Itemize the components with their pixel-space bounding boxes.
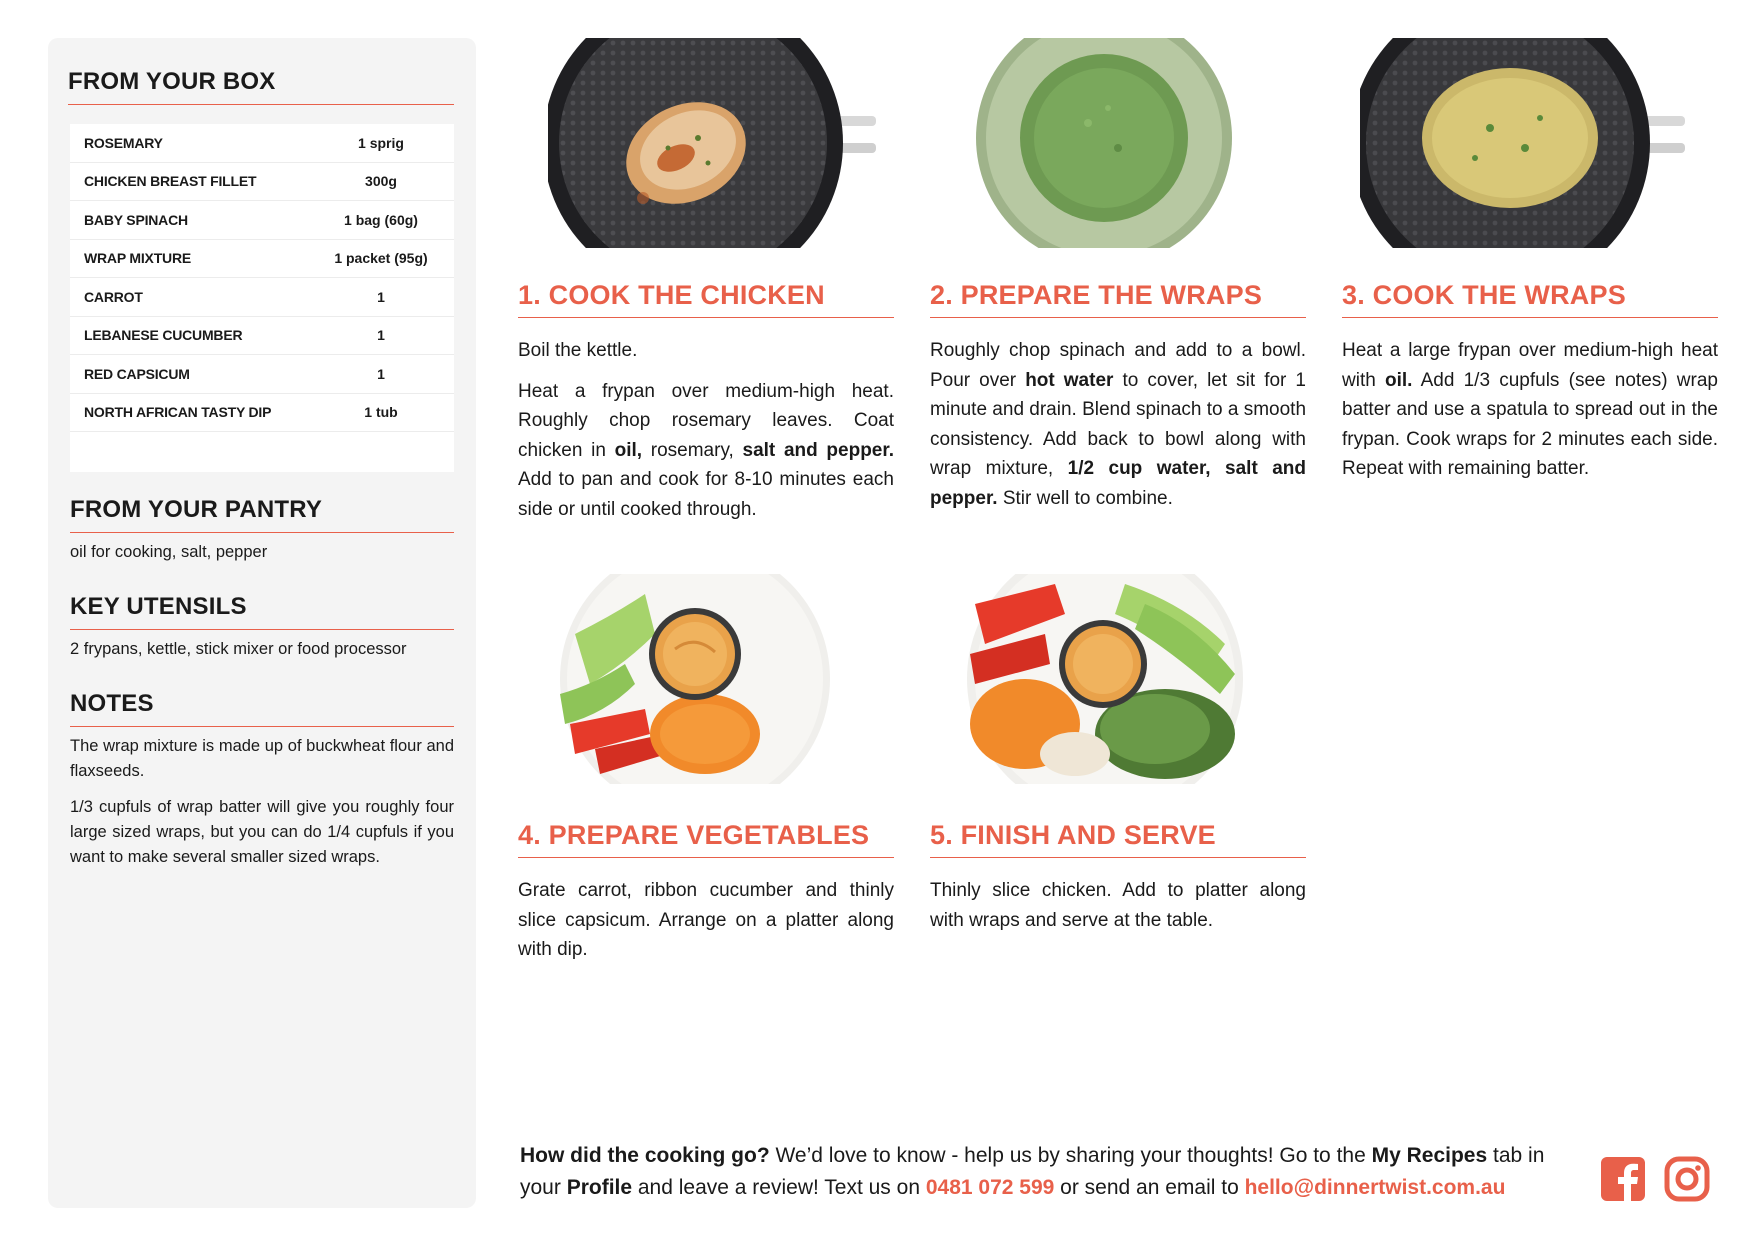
ingredient-row — [70, 317, 454, 356]
my-recipes-link[interactable]: My Recipes — [1371, 1144, 1488, 1167]
step-4-photo — [555, 574, 835, 784]
step-4-body — [518, 876, 894, 976]
ingredient-row — [70, 240, 454, 279]
sidebar — [48, 38, 476, 1208]
ingredient-name: CARROT — [84, 288, 143, 305]
step-3-body — [1342, 336, 1718, 495]
instagram-icon[interactable] — [1664, 1156, 1710, 1207]
ingredients-table — [70, 124, 454, 472]
step-2-photo — [968, 38, 1240, 248]
ingredient-qty: 1 — [377, 327, 385, 344]
step-1-title: 1. COOK THE CHICKEN — [518, 280, 894, 318]
ingredient-row — [70, 355, 454, 394]
email-link[interactable]: hello@dinnertwist.com.au — [1244, 1176, 1506, 1199]
ingredient-qty: 1 tub — [364, 404, 398, 421]
key-utensils-heading: KEY UTENSILS — [70, 593, 454, 630]
ingredient-name: BABY SPINACH — [84, 211, 188, 228]
step-1-photo — [548, 38, 878, 248]
text-span: Stir well to combine. — [997, 487, 1173, 509]
note-paragraph: The wrap mixture is made up of buckwheat flour and flaxseeds. — [70, 737, 454, 780]
ingredient-name: NORTH AFRICAN TASTY DIP — [84, 404, 272, 421]
footer-text: We’d love to know - help us by sharing your thoughts! Go to the — [769, 1144, 1372, 1167]
ingredient-qty: 1 sprig — [358, 134, 404, 151]
step-1-p2 — [518, 377, 894, 525]
ingredient-name: LEBANESE CUCUMBER — [84, 327, 243, 344]
ingredient-name: CHICKEN BREAST FILLET — [84, 173, 257, 190]
step-2-title: 2. PREPARE THE WRAPS — [930, 280, 1306, 318]
step-3-title: 3. COOK THE WRAPS — [1342, 280, 1718, 318]
ingredient-row — [70, 124, 454, 163]
footer-text: or send an email to — [1054, 1176, 1245, 1199]
text-span: Add 1/3 cupfuls (see notes) wrap batter and use a spatula to spread out in the frypan. Cook wraps for 2 minutes each side. Repeat with remaining batter. — [1342, 369, 1718, 479]
ingredient-qty: 1 bag (60g) — [344, 211, 418, 228]
from-your-pantry-heading: FROM YOUR PANTRY — [70, 496, 454, 533]
from-your-box-heading: FROM YOUR BOX — [68, 68, 454, 105]
step-2-body — [930, 336, 1306, 524]
notes-body — [70, 734, 454, 881]
profile-link[interactable]: Profile — [566, 1176, 633, 1199]
ingredient-name: ROSEMARY — [84, 134, 163, 151]
text-span: Heat a large frypan over medium-high heat with — [1342, 340, 1718, 391]
ingredient-qty: 1 — [377, 365, 385, 382]
step-1-body — [518, 336, 894, 535]
bold-span: hot water — [1025, 369, 1114, 391]
step-5-body — [930, 876, 1306, 946]
step-1-p1: Boil the kettle. — [518, 340, 638, 361]
text-span: Add to pan and cook for 8-10 minutes each side or until cooked through. — [518, 469, 894, 520]
note-paragraph: 1/3 cupfuls of wrap batter will give you roughly four large sized wraps, but you can do 1/4 cupfuls if you want to make several smaller sized wraps. — [70, 798, 454, 866]
text-span: Roughly chop spinach and add to a bowl. Pour over — [930, 340, 1306, 391]
ingredient-name: RED CAPSICUM — [84, 365, 190, 382]
step-3-p1 — [1342, 336, 1718, 484]
utensils-text: 2 frypans, kettle, stick mixer or food processor — [70, 640, 407, 658]
footer-text: and leave a review! Text us on — [632, 1176, 926, 1199]
notes-heading: NOTES — [70, 690, 454, 727]
footer-question: How did the cooking go? — [520, 1144, 770, 1167]
facebook-icon[interactable] — [1600, 1156, 1646, 1207]
ingredient-qty: 1 packet (95g) — [334, 250, 428, 267]
ingredient-name: WRAP MIXTURE — [84, 250, 192, 267]
text-span: Heat a frypan over medium-high heat. Roughly chop rosemary leaves. Coat chicken in — [518, 380, 894, 461]
bold-span: oil, — [614, 439, 643, 461]
ingredient-row — [70, 163, 454, 202]
step-5-title: 5. FINISH AND SERVE — [930, 820, 1306, 858]
pantry-text: oil for cooking, salt, pepper — [70, 543, 268, 561]
feedback-footer — [520, 1140, 1580, 1204]
ingredient-row — [70, 201, 454, 240]
bold-span: salt and pepper. — [742, 439, 895, 461]
ingredient-qty: 1 — [377, 288, 385, 305]
text-span: rosemary, — [642, 439, 743, 461]
step-4-p1: Grate carrot, ribbon cucumber and thinly slice capsicum. Arrange on a platter along with dip. — [518, 880, 894, 960]
bold-span: 1/2 cup water, salt and pepper. — [930, 458, 1306, 509]
text-span: to cover, let sit for 1 minute and drain. Blend spinach to a smooth consistency. Add back to bowl along with wrap mixture, — [930, 369, 1307, 479]
ingredient-row — [70, 394, 454, 433]
phone-link[interactable]: 0481 072 599 — [925, 1176, 1055, 1199]
step-5-photo — [965, 574, 1245, 784]
footer-text: tab in your — [520, 1144, 1545, 1199]
step-5-p1: Thinly slice chicken. Add to platter along with wraps and serve at the table. — [930, 880, 1306, 931]
ingredient-row — [70, 278, 454, 317]
bold-span: oil. — [1385, 369, 1413, 391]
step-2-p1 — [930, 336, 1306, 513]
step-4-title: 4. PREPARE VEGETABLES — [518, 820, 894, 858]
ingredient-qty: 300g — [365, 173, 397, 190]
step-3-photo — [1360, 38, 1690, 248]
